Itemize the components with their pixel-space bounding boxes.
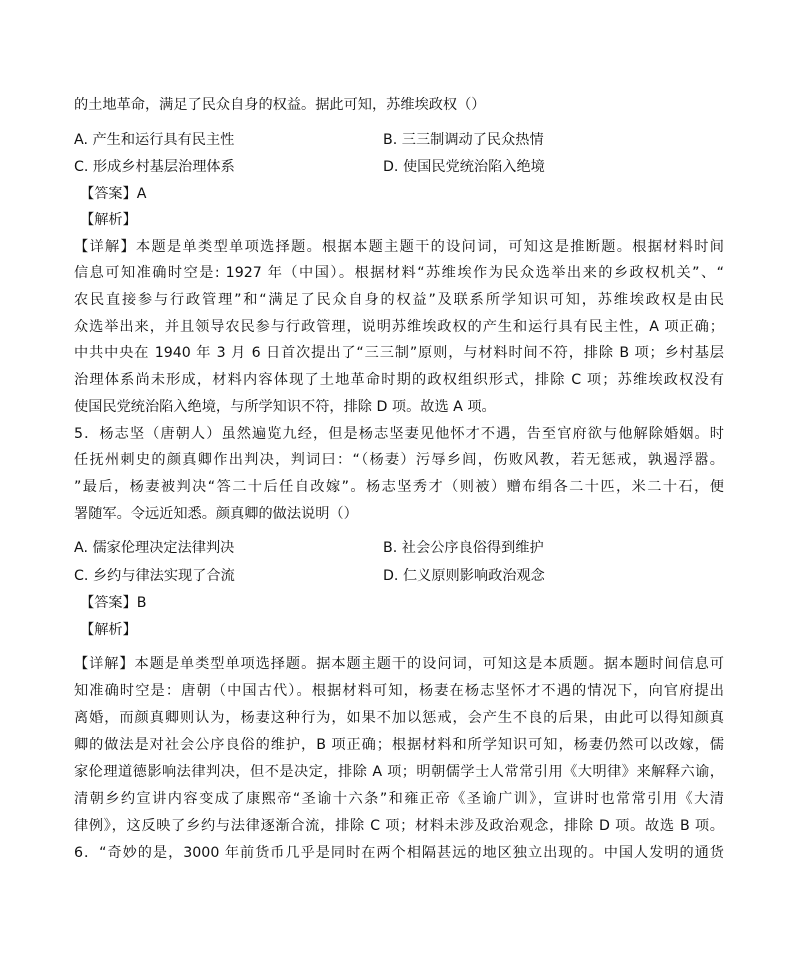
q4-detail-line: 【详解】本题是单类型单项选择题。根据本题主题干的设问词，可知这是推断题。根据材料时间 [74,239,724,255]
q5-detail-line: 律例》，这反映了乡约与法律逐渐合流，排除 C 项；材料未涉及政治观念，排除 D 项。故选 B 项。 [74,818,724,834]
q4-detail-line: 治理体系尚未形成，材料内容体现了土地革命时期的政权组织形式，排除 C 项；苏维埃政权没有 [74,372,724,388]
q5-detail-line: 离婚，而颜真卿则认为，杨妻这种行为，如果不加以惩戒，会产生不良的后果，由此可以得知颜真 [74,710,724,726]
q5-stem-line: 5．杨志坚（唐朝人）虽然遍览九经，但是杨志坚妻见他怀才不遇，告至官府欲与他解除婚姻。时 [74,426,724,442]
q5-analysis-label: 【解析】 [80,622,137,638]
q4-analysis-label: 【解析】 [80,212,137,228]
q5-detail-line: 清朝乡约宣讲内容变成了康熙帝“圣谕十六条”和雍正帝《圣谕广训》，宣讲时也常常引用《大清 [74,791,724,807]
q4-answer: 【答案】A [80,186,147,202]
q5-option-c: C. 乡约与律法实现了合流 [74,568,235,584]
q4-option-c: C. 形成乡村基层治理体系 [74,159,235,175]
q5-answer: 【答案】B [80,595,147,611]
q5-option-b: B. 社会公序良俗得到维护 [383,540,544,556]
q4-detail-line: 农民直接参与行政管理”和“满足了民众自身的权益”及联系所学知识可知，苏维埃政权是由民 [74,292,724,308]
q4-option-d: D. 使国民党统治陷入绝境 [383,159,545,175]
q4-detail-line: 信息可知准确时空是: 1927 年（中国）。根据材料“苏维埃作为民众选举出来的乡政权机关”、“ [74,265,724,281]
q5-stem-line: ”最后，杨妻被判决“答二十后任自改嫁”。杨志坚秀才（则被）赠布绢各二十匹，米二十石，便 [74,479,724,495]
q5-detail-line: 知准确时空是：唐朝（中国古代）。根据材料可知，杨妻在杨志坚怀才不遇的情况下，向官府提出 [74,683,724,699]
q4-detail-line: 众选举出来，并且领导农民参与行政管理，说明苏维埃政权的产生和运行具有民主性，A 项正确； [74,319,724,335]
q5-detail-line: 【详解】本题是单类型单项选择题。据本题主题干的设问词，可知这是本质题。据本题时间信息可 [74,656,724,672]
q4-option-a: A. 产生和运行具有民主性 [74,132,235,148]
q4-stem-end: 的土地革命，满足了民众自身的权益。据此可知，苏维埃政权（） [74,97,486,113]
q5-stem-line: 署随军。令远近知悉。颜真卿的做法说明（） [74,506,358,522]
q5-stem-line: 任抚州刺史的颜真卿作出判决，判词曰：“（杨妻）污辱乡闾，伤败风教，若无惩戒，孰遏浮嚣。 [74,452,724,468]
q4-detail-line: 中共中央在 1940 年 3 月 6 日首次提出了“三三制”原则，与材料时间不符，排除 B 项；乡村基层 [74,345,724,361]
q5-detail-line: 家伦理道德影响法律判决，但不是决定，排除 A 项；明朝儒学士人常常引用《大明律》来解释六谕， [74,764,724,780]
q5-option-d: D. 仁义原则影响政治观念 [383,568,545,584]
q4-detail-line: 使国民党统治陷入绝境，与所学知识不符，排除 D 项。故选 A 项。 [74,399,496,415]
q5-detail-line: 卿的做法是对社会公序良俗的维护，B 项正确；根据材料和所学知识可知，杨妻仍然可以改嫁，儒 [74,737,724,753]
q4-option-b: B. 三三制调动了民众热情 [383,132,544,148]
q5-option-a: A. 儒家伦理决定法律判决 [74,540,235,556]
q6-stem-start: 6．“奇妙的是，3000 年前货币几乎是同时在两个相隔甚远的地区独立出现的。中国人发明的通货 [74,845,724,861]
